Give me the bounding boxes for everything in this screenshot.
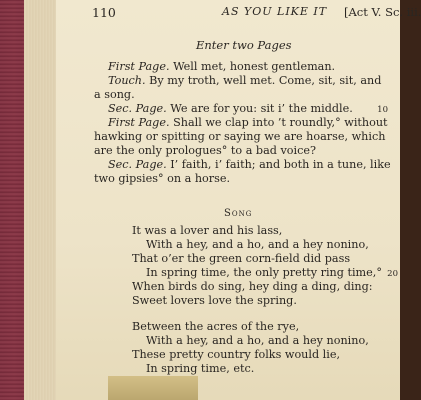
speech-text: a song.: [94, 88, 135, 101]
dialogue-line: [108, 60, 335, 74]
dialogue-line: [108, 116, 388, 130]
speech-text: are the only prologues° to a bad voice?: [94, 144, 316, 157]
speech-text: Shall we clap into ’t roundly,° without: [169, 116, 388, 129]
speaker-name: First Page.: [108, 116, 170, 129]
song-title: Song: [224, 208, 253, 219]
running-title: AS YOU LIKE IT: [222, 5, 328, 18]
speech-text: We are for you: sit i’ the middle.: [166, 102, 353, 115]
dialogue-line: [94, 144, 316, 158]
line-number: 10: [377, 105, 388, 115]
speech-text: Well met, honest gentleman.: [169, 60, 336, 73]
act-scene: [Act V. Sc. iii.: [344, 5, 421, 19]
verse-line: In spring time, the only pretty ring time,°: [146, 266, 382, 279]
page-number: 110: [92, 5, 116, 20]
page-edges: [24, 0, 56, 400]
speaker-name: First Page.: [108, 60, 170, 73]
verse-line: With a hey, and a ho, and a hey nonino,: [146, 238, 369, 251]
speaker-name: Sec. Page.: [108, 102, 167, 115]
speaker-name: Touch.: [108, 74, 146, 87]
running-head: [92, 5, 421, 21]
verse-line: That o’er the green corn-field did pass: [132, 252, 351, 265]
speech-text: two gipsies° on a horse.: [94, 172, 231, 185]
dialogue-line: [94, 130, 385, 144]
verse-line: With a hey, and a ho, and a hey nonino,: [146, 334, 369, 347]
verse-line: Sweet lovers love the spring.: [132, 294, 297, 307]
speaker-name: Sec. Page.: [108, 158, 167, 171]
dialogue-line: [108, 158, 391, 172]
verse-line: It was a lover and his lass,: [132, 224, 283, 237]
book-cover-edge: [0, 0, 24, 400]
speech-text: I’ faith, i’ faith; and both in a tune, like: [166, 158, 391, 171]
dialogue-line: [108, 102, 353, 116]
verse-line: Between the acres of the rye,: [132, 320, 300, 333]
dialogue-line: [94, 172, 230, 186]
speech-text: hawking or spitting or saying we are hoarse, which: [94, 130, 386, 143]
line-number: 20: [387, 269, 398, 279]
book-page: [56, 0, 421, 400]
speech-text: By my troth, well met. Come, sit, sit, and: [145, 74, 382, 87]
stage-direction: Enter two Pages: [196, 38, 292, 52]
verse-line: In spring time, etc.: [146, 362, 255, 375]
bookmark-strip: [108, 376, 198, 400]
dialogue-line: [94, 88, 135, 102]
verse-line: When birds do sing, hey ding a ding, ding:: [132, 280, 373, 293]
verse-line: These pretty country folks would lie,: [132, 348, 341, 361]
dialogue-line: [108, 74, 381, 88]
